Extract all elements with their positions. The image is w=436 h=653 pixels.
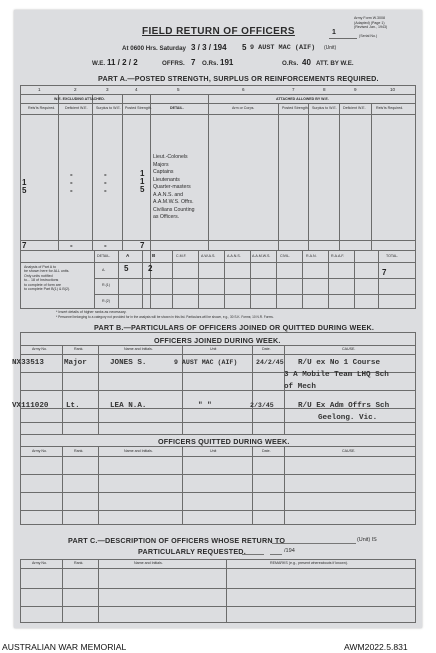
analysis-head-total: TOTAL. <box>386 254 399 258</box>
col-head-9: Deficient W.E. <box>343 106 366 110</box>
part-b-heading: PART B.—PARTICULARS OF OFFICERS JOINED OR QUITTED DURING WEEK. <box>94 323 375 332</box>
col-number-1: 1 <box>38 87 41 92</box>
ors-label: O.Rs. <box>202 60 219 67</box>
total-deficient: - <box>70 241 73 250</box>
we-value: 11 / 2 / 2 <box>107 58 138 67</box>
detail-majors: Majors <box>153 161 169 168</box>
joined-head-name: Name and Initials. <box>124 347 153 351</box>
deficient-value-3: - <box>70 186 73 195</box>
analysis-head-a: A <box>126 253 130 258</box>
detail-quartermasters: Quarter-masters <box>153 184 191 190</box>
analysis-value-b: 2 <box>148 264 153 273</box>
analysis-value-a: 5 <box>124 264 129 273</box>
total-reliefs: 7 <box>22 241 27 250</box>
row1-name: JONES S. <box>110 359 147 367</box>
col-head-8: Surplus to W.E. <box>312 106 337 110</box>
analysis-head-aamws: A.A.M.W.S. <box>252 254 271 258</box>
analysis-row-r1: R.(1) <box>102 283 110 287</box>
group-right-heading: ATTACHED ALLOWED BY W.E. <box>276 97 329 101</box>
joined-head-date: Date. <box>262 347 271 351</box>
unit-value: 9 AUST MAC (AIF) <box>250 44 316 52</box>
year-value: 5 <box>242 43 247 52</box>
col-number-10: 10 <box>390 87 396 92</box>
total-surplus: - <box>104 241 107 250</box>
att-label: ATT. BY W.E. <box>316 60 354 67</box>
date-value: 3 / 3 / 194 <box>191 43 227 52</box>
detail-as-officers: as Officers. <box>153 214 180 220</box>
detail-civilians: Civilians Counting <box>153 206 195 213</box>
analysis-head-b: B <box>152 253 156 258</box>
analysis-head-raaf: R.A.A.F. <box>331 254 345 258</box>
col-head-10: Rels'ts Required. <box>376 106 404 110</box>
deficient-value-1: - <box>70 170 73 179</box>
group-left-heading: W.E. EXCLUDING ATTACHED. <box>54 97 105 101</box>
col-number-2: 2 <box>74 87 77 92</box>
quitted-head-rank: Rank. <box>74 449 84 453</box>
detail-list <box>153 154 195 222</box>
part-c-date-suffix: /194 <box>284 548 295 554</box>
surplus-value-3: - <box>104 186 107 195</box>
col-head-4: Posted Strength. <box>125 106 152 110</box>
detail-lieut-colonels: Lieut.-Colonels <box>153 154 188 160</box>
detail-lieutenants: Lieutenants <box>153 176 180 183</box>
col-number-4: 4 <box>135 87 138 92</box>
quitted-head-name: Name and Initials. <box>124 449 153 453</box>
form-reference: Army Form W.3008 (Adapted) (Page 1) (Revised Jan., 1943) <box>354 16 388 30</box>
row2-cause-line1: R/U Ex Adm Offrs Sch <box>298 402 390 410</box>
offrs-value: 7 <box>191 58 196 67</box>
footer-institution: AUSTRALIAN WAR MEMORIAL <box>2 642 127 652</box>
analysis-head-blank <box>360 254 361 258</box>
row2-cause-line2: Geelong. Vic. <box>318 414 378 422</box>
joined-head-unit: Unit <box>210 347 217 351</box>
row1-unit: 9 AUST MAC (AIF) <box>174 359 238 366</box>
part-c-heading-1: PART C.—DESCRIPTION OF OFFICERS WHOSE RETURN TO <box>68 536 286 545</box>
row1-cause-line1: R/U ex No 1 Course <box>298 359 381 367</box>
analysis-head-aans: A.A.N.S. <box>227 254 241 258</box>
analysis-head-cmf: C.M.F. <box>176 254 187 258</box>
posted-value-2: 1 <box>140 177 145 186</box>
ors-value-2: 40 <box>302 58 311 67</box>
surplus-value-1: - <box>104 170 107 179</box>
unit-suffix: (Unit) <box>324 45 337 51</box>
col-head-7: Posted Strength. <box>282 106 309 110</box>
joined-head-army-no: Army No. <box>32 347 47 351</box>
col-head-5: DETAIL. <box>170 106 184 110</box>
joined-heading: OFFICERS JOINED DURING WEEK. <box>154 336 281 345</box>
row2-unit: " " <box>198 402 212 410</box>
row1-date: 24/2/45 <box>256 359 284 366</box>
col-head-3: Surplus to W.E. <box>96 106 121 110</box>
quitted-head-army-no: Army No. <box>32 449 47 453</box>
joined-head-cause: CAUSE. <box>342 347 356 351</box>
reliefs-value-1: 1 <box>22 178 27 187</box>
joined-head-rank: Rank. <box>74 347 84 351</box>
quitted-heading: OFFICERS QUITTED DURING WEEK. <box>158 437 290 446</box>
detail-captains: Captains <box>153 169 174 175</box>
footer-catalog-id: AWM2022.5.831 <box>344 642 408 652</box>
detail-aans: A.A.N.S. and <box>153 191 183 198</box>
col-head-1: Rels'ts Required. <box>28 106 56 110</box>
analysis-row-a: A. <box>102 268 106 272</box>
deficient-value-2: - <box>70 178 73 187</box>
detail-aamws: A.A.M.W.S. Offrs. <box>153 199 194 205</box>
ors-label-2: O.Rs. <box>282 60 299 67</box>
analysis-head-ran: R.A.N. <box>306 254 317 258</box>
surplus-value-2: - <box>104 178 107 187</box>
analysis-head-detail: DETAIL. <box>97 254 111 258</box>
col-number-5: 5 <box>177 87 180 92</box>
part-c-head-rank: Rank. <box>74 561 84 565</box>
col-number-8: 8 <box>323 87 326 92</box>
analysis-label: Analysis of Part A to be shown here for ALL units. Only units notified to... 18 of Instructions to complete of form are to complete Part B(1) & B(2). <box>24 265 71 292</box>
col-number-7: 7 <box>292 87 295 92</box>
analysis-head-awas: A.W.A.S. <box>201 254 216 258</box>
footnote-1: * Insert details of higher ranks as necessary. <box>56 310 127 314</box>
quitted-head-unit: Unit <box>210 449 217 453</box>
posted-value-3: 5 <box>140 185 145 194</box>
row2-rank: Lt. <box>66 402 80 410</box>
row1-rank: Major <box>64 359 87 367</box>
quitted-head-cause: CAUSE. <box>342 449 356 453</box>
row1-army-no: NX33513 <box>12 359 44 367</box>
offrs-label: OFFRS. <box>162 60 185 67</box>
analysis-row-r2: R.(2) <box>102 299 110 303</box>
part-a-heading: PART A.—POSTED STRENGTH, SURPLUS OR REINFORCEMENTS REQUIRED. <box>98 74 379 83</box>
row1-cause-line2: 3 A Mobile Team LHQ Sch <box>284 371 389 379</box>
part-c-head-remarks: REMARKS (e.g., present whereabouts if known). <box>270 561 348 565</box>
part-c-head-name: Name and Initials. <box>134 561 163 565</box>
col-number-3: 3 <box>106 87 109 92</box>
analysis-value-total: 7 <box>382 268 387 277</box>
col-number-6: 6 <box>242 87 245 92</box>
row2-name: LEA N.A. <box>110 402 147 410</box>
row2-army-no: VX111020 <box>12 402 49 410</box>
col-head-2: Deficient W.E. <box>65 106 88 110</box>
serial-number: 1 <box>332 29 336 36</box>
reliefs-value-2: 5 <box>22 186 27 195</box>
we-label: W.E. <box>92 60 106 67</box>
footnote-2: * Personnel belonging to a category not provided for in the analysis will be shown in this list. Particulars will be shown, e.g., 30 S.K. Forms; 10 N.R. Forms. <box>56 315 274 319</box>
part-c-unit-suffix: (Unit) IS <box>357 537 377 543</box>
row1-cause-line3: of Mech <box>284 383 316 391</box>
col-head-6: Arm or Corps. <box>232 106 255 110</box>
part-c-head-army-no: Army No. <box>32 561 47 565</box>
quitted-head-date: Date. <box>262 449 271 453</box>
date-line-prefix: At 0600 Hrs. Saturday <box>122 45 186 52</box>
posted-value-1: 1 <box>140 169 145 178</box>
ors-value: 191 <box>220 58 234 67</box>
col-number-9: 9 <box>354 87 357 92</box>
part-c-heading-2: PARTICULARLY REQUESTED. <box>138 547 246 556</box>
serial-label: (Serial No.) <box>359 34 378 38</box>
document-page <box>14 10 422 628</box>
total-posted: 7 <box>140 241 145 250</box>
row2-date: 2/3/45 <box>250 402 274 409</box>
analysis-head-civil: CIVIL. <box>280 254 290 258</box>
document-title: FIELD RETURN OF OFFICERS <box>142 26 295 37</box>
